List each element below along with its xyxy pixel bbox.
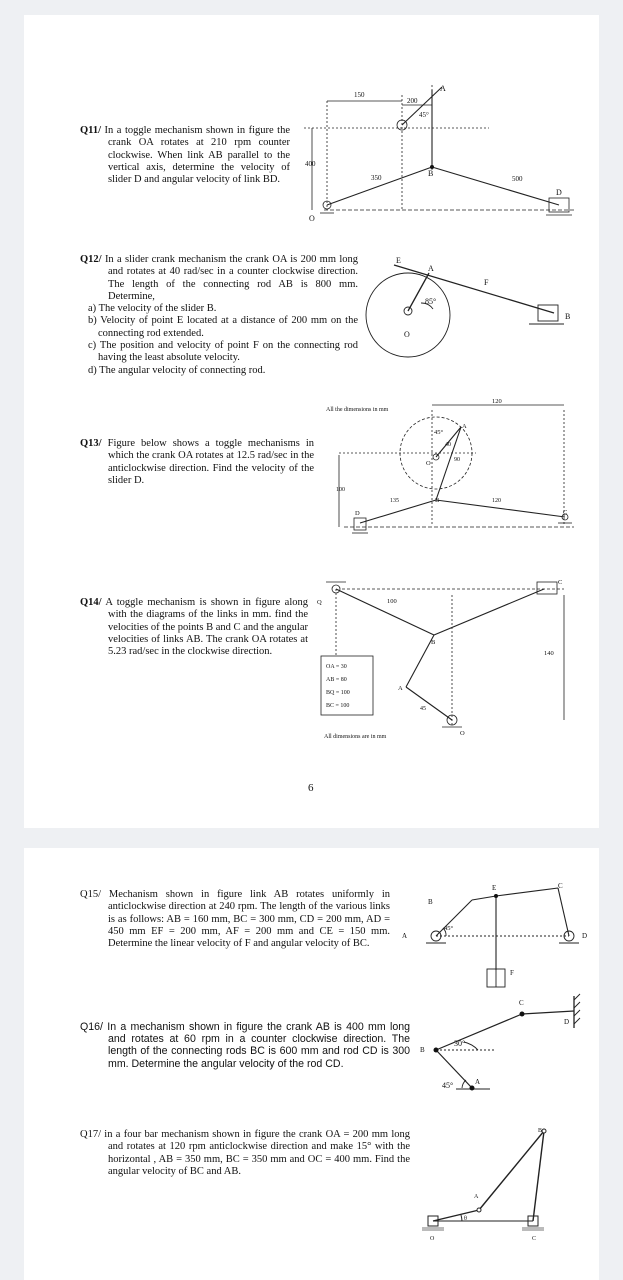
q11-point-a: A [440, 84, 446, 93]
q13-angle-45: 45° [434, 429, 444, 436]
q15-text: Mechanism shown in figure link AB rotates uniformly in anticlockwise direction at 240 rpm. The length of the various links is as follows: AB = 160 mm, BC = 300 mm, CD = 200 mm, AD = 450 mm EF = 200 mm, AF = 200 mm and CE = 150 mm. Determine the linear velocity of F and angular velocity of BC. [108, 889, 390, 950]
q14-point-a: A [398, 685, 403, 692]
q12-point-a: A [428, 264, 434, 273]
q14-dim-100: 100 [387, 598, 397, 605]
q16-angle-30: 30° [454, 1039, 466, 1048]
q12-point-e: E [396, 256, 401, 265]
q17-figure [24, 848, 599, 1280]
document-page-2 [24, 848, 599, 1280]
q13-dim-120: 120 [492, 498, 501, 504]
q14-dim-oa: OA = 30 [326, 664, 347, 670]
q14-dim-ab: AB = 80 [326, 677, 347, 683]
q17-point-o: O [430, 1236, 435, 1242]
q15-point-b: B [428, 898, 433, 906]
q11-angle-45: 45° [419, 111, 429, 119]
q16-point-b: B [420, 1046, 425, 1054]
q14-point-o: O [460, 730, 465, 737]
q14-figure [24, 15, 599, 745]
q16-point-a: A [475, 1078, 481, 1086]
document-page-1 [24, 15, 599, 828]
q15-point-c: C [558, 882, 563, 890]
q13-dim-120-top: 120 [492, 398, 502, 405]
q14-angle-45: 45 [420, 706, 426, 712]
q14-dim-bc: BC = 100 [326, 703, 350, 709]
q14-label: Q14/ [80, 597, 102, 608]
q15-point-a: A [402, 932, 408, 940]
q17-label: Q17/ [80, 1129, 101, 1140]
q11-text: In a toggle mechanism shown in figure the crank OA rotates at 210 rpm counter clockwise. When link AB parallel to the vertical axis, determine the velocity of slider D and angular velocity of link BD. [104, 125, 291, 186]
q11-point-d: D [556, 188, 562, 197]
q12-item-a: a) The velocity of the slider B. [88, 303, 217, 315]
q13-point-a: A [462, 423, 467, 430]
q12-point-o: O [404, 330, 410, 339]
q14-dim-140: 140 [544, 650, 554, 657]
q14-note: All dimensions are in mm [324, 734, 387, 740]
q13-note: All the dimensions in mm [326, 407, 389, 413]
q12-label: Q12/ [80, 254, 102, 265]
q17-angle-theta: θ [464, 1216, 467, 1222]
q13-dim-100: 100 [336, 487, 345, 493]
q17-point-c: C [532, 1236, 537, 1242]
q13-dim-135: 135 [390, 498, 399, 504]
q12-item-c: c) The position and velocity of point F on the connecting rod having the least absolute velocity. [88, 340, 358, 364]
q11-dim-400: 400 [305, 160, 316, 168]
q15-point-d: D [582, 932, 588, 940]
q15-label: Q15/ [80, 889, 101, 900]
q12-intro: In a slider crank mechanism the crank OA is 200 mm long and rotates at 40 rad/sec in a counter clockwise direction. The length of the connecting rod AB is 800 mm. Determine, [104, 254, 359, 302]
q17-text: in a four bar mechanism shown in figure the crank OA = 200 mm long and rotates at 120 rpm anticlockwise direction and make 15° with the horizontal , AB = 350 mm, BC = 350 mm and OC = 400 mm. Find the angular velocity of BC and AB. [104, 1129, 411, 1177]
q14-point-q: Q [317, 599, 322, 606]
q13-label: Q13/ [80, 438, 102, 449]
q11-dim-350: 350 [371, 174, 382, 182]
q11-label: Q11/ [80, 125, 102, 136]
q11-point-o: O [309, 214, 315, 223]
q15-point-f: F [510, 969, 514, 977]
q16-angle-45: 45° [442, 1081, 454, 1090]
q11-dim-500: 500 [512, 175, 523, 183]
q12-item-b: b) Velocity of point E located at a distance of 200 mm on the connecting rod extended. [88, 315, 358, 339]
q15-point-e: E [492, 884, 497, 892]
q12-point-b: B [565, 312, 571, 321]
q11-dim-200: 200 [407, 97, 418, 105]
page-number: 6 [308, 782, 314, 794]
q14-point-b: B [431, 639, 436, 646]
q13-point-d: D [355, 510, 360, 517]
q13-text: Figure below shows a toggle mechanisms in which the crank OA rotates at 12.5 rad/sec in the anticlockwise direction. Find the velocity of the slider D. [107, 438, 314, 486]
q11-point-b: B [428, 169, 434, 178]
q15-angle-45: 45° [444, 925, 454, 932]
q13-dim-90: 90 [454, 457, 460, 463]
q12-point-f: F [484, 278, 489, 287]
q14-text: A toggle mechanism is shown in figure along with the diagrams of the links in mm. find the velocities of the points B and C and the angular velocities of links AB. The crank OA rotates at 5.23 rad/sec in the clockwise direction. [105, 597, 309, 658]
q12-angle-85: 85° [425, 297, 437, 306]
q12-item-d: d) The angular velocity of connecting rod. [88, 364, 266, 376]
q17-point-b: B [538, 1128, 543, 1134]
q11-dim-150: 150 [354, 91, 365, 99]
q16-text: In a mechanism shown in figure the crank AB is 400 mm long and rotates at 60 rpm in a counter clockwise direction. The length of the connecting rods BC is 600 mm and rod CD is 300 mm. Determine the angular velocity of the rod CD. [107, 1021, 410, 1070]
q13-point-b: B [435, 497, 440, 504]
q14-point-c: C [558, 579, 563, 586]
q13-point-c: C [563, 509, 568, 516]
q13-point-o: O [426, 460, 431, 467]
q13-dim-40: 40 [445, 442, 451, 448]
q16-label: Q16/ [80, 1021, 103, 1033]
q16-point-c: C [519, 999, 524, 1007]
q14-dim-bq: BQ = 100 [326, 690, 350, 696]
q17-point-a: A [474, 1194, 479, 1200]
q16-point-d: D [564, 1018, 570, 1026]
